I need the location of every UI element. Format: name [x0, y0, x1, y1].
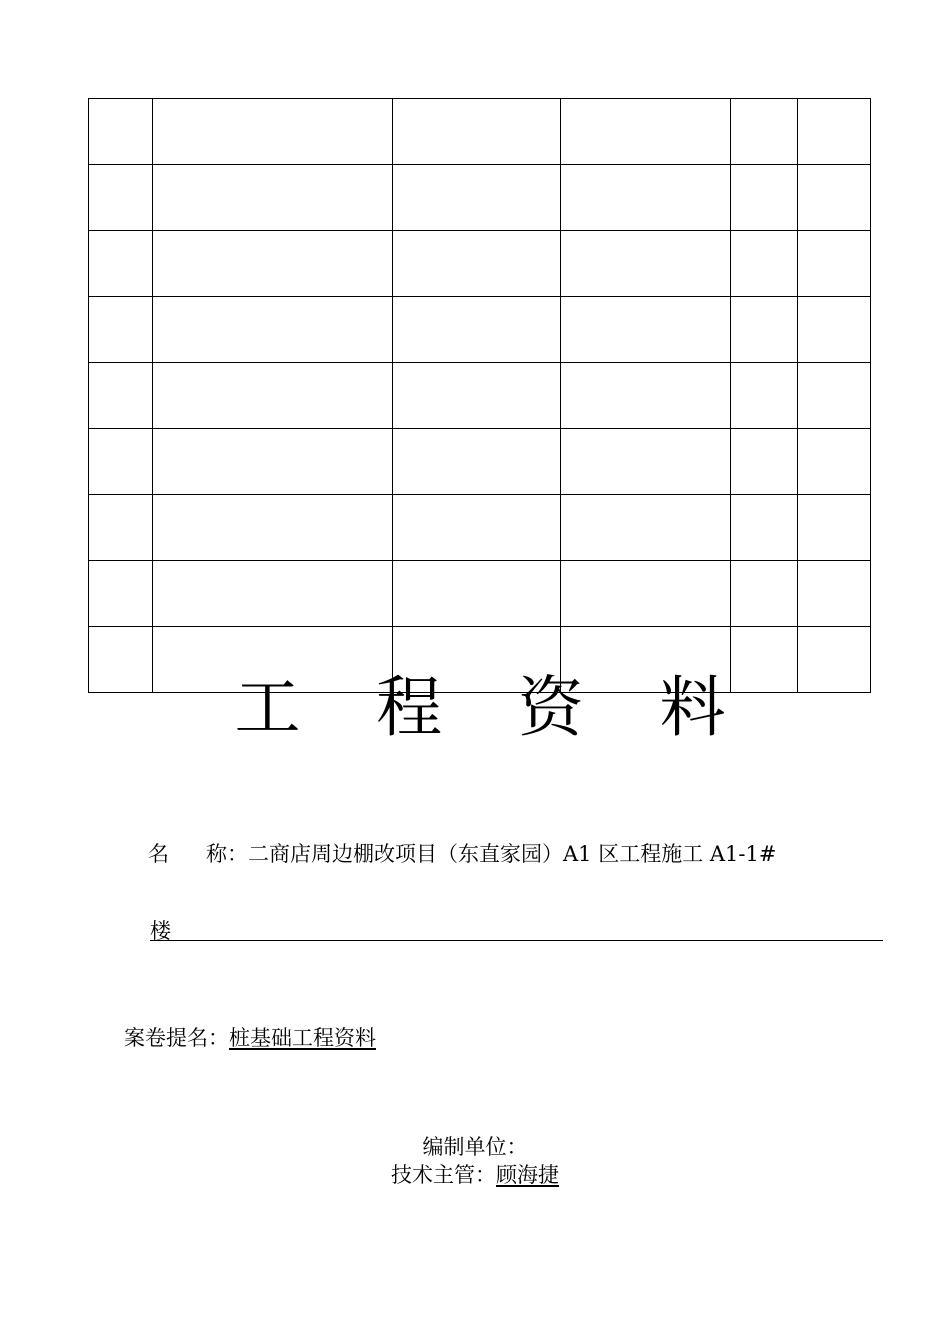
dossier-title-line [124, 1022, 376, 1052]
table-cell [393, 231, 561, 297]
table-cell [153, 165, 393, 231]
table-cell [153, 429, 393, 495]
table-cell [731, 165, 798, 231]
name-underline [150, 940, 883, 941]
table-row [89, 297, 871, 363]
title-char: 工 [234, 669, 301, 746]
table-cell [798, 561, 871, 627]
title-char: 资 [517, 669, 584, 746]
table-cell [393, 99, 561, 165]
compiling-unit-line [0, 1131, 950, 1161]
table-row [89, 495, 871, 561]
compiling-unit-label: 编制单位： [422, 1135, 528, 1159]
table-cell [798, 363, 871, 429]
table-cell [393, 561, 561, 627]
table-cell [798, 297, 871, 363]
dossier-value: 桩基础工程资料 [229, 1026, 376, 1050]
table-cell [798, 429, 871, 495]
table-cell [89, 627, 153, 693]
table-cell [731, 627, 798, 693]
project-name-line [148, 838, 776, 868]
project-name-label-1: 名 [148, 842, 169, 866]
table-cell [153, 561, 393, 627]
project-name-continuation: 楼 [150, 919, 171, 943]
dossier-label: 案卷提名： [124, 1026, 229, 1050]
table-cell [798, 231, 871, 297]
table-cell [731, 363, 798, 429]
title-char: 料 [659, 669, 726, 746]
table-cell [561, 99, 731, 165]
table-cell [393, 297, 561, 363]
table-cell [89, 297, 153, 363]
table-row [89, 231, 871, 297]
table-cell [393, 429, 561, 495]
table-cell [731, 495, 798, 561]
table-cell [561, 429, 731, 495]
table-cell [153, 99, 393, 165]
table-cell [731, 297, 798, 363]
tech-supervisor-value: 顾海捷 [496, 1163, 559, 1187]
project-name-value: 二商店周边棚改项目（东直家园）A1 区工程施工 A1-1# [248, 842, 777, 866]
table-cell [153, 297, 393, 363]
table-cell [89, 99, 153, 165]
table-cell [561, 231, 731, 297]
table-cell [731, 231, 798, 297]
table-cell [89, 429, 153, 495]
tech-supervisor-label: 技术主管： [391, 1163, 496, 1187]
table-row [89, 429, 871, 495]
table-cell [89, 561, 153, 627]
table-cell [561, 495, 731, 561]
table-cell [731, 99, 798, 165]
table-cell [153, 363, 393, 429]
table-cell [89, 363, 153, 429]
table-cell [561, 363, 731, 429]
table-cell [731, 561, 798, 627]
table-cell [393, 363, 561, 429]
table-cell [393, 495, 561, 561]
table-cell [561, 165, 731, 231]
table-cell [153, 495, 393, 561]
table-cell [798, 627, 871, 693]
project-name-label-2: 称： [206, 842, 248, 866]
table-cell [153, 231, 393, 297]
table-row [89, 561, 871, 627]
table-row [89, 99, 871, 165]
table-cell [89, 165, 153, 231]
table-cell [89, 231, 153, 297]
table-cell [798, 99, 871, 165]
title-char: 程 [376, 669, 443, 746]
table-cell [561, 561, 731, 627]
table-cell [798, 495, 871, 561]
blank-record-table [88, 98, 871, 693]
document-title [230, 668, 730, 748]
table-cell [731, 429, 798, 495]
table-row [89, 363, 871, 429]
table-cell [798, 165, 871, 231]
table-cell [561, 297, 731, 363]
table-row [89, 165, 871, 231]
table-cell [89, 495, 153, 561]
tech-supervisor-line [0, 1159, 950, 1189]
table-cell [393, 165, 561, 231]
